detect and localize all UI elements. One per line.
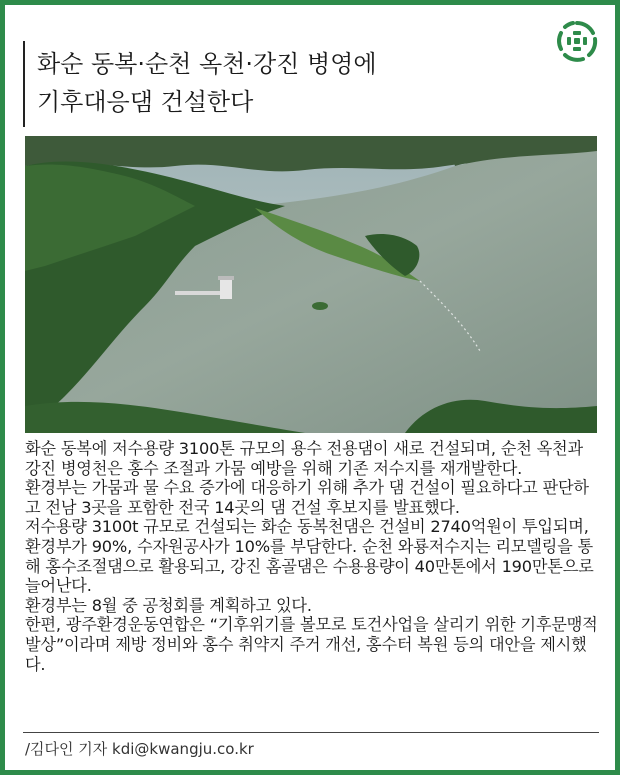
news-card: [5, 5, 615, 770]
reservoir-aerial-photo: [25, 136, 597, 433]
green-circular-emblem-icon: [553, 17, 601, 65]
article-paragraph: 환경부는 8월 중 공청회를 계획하고 있다.: [25, 595, 312, 615]
article-body: [25, 439, 601, 674]
headline: [37, 45, 377, 121]
headline-line-1: 화순 동복·순천 옥천·강진 병영에: [37, 50, 377, 78]
headline-line-2: 기후대응댐 건설한다: [37, 88, 254, 116]
byline-divider: [23, 732, 599, 733]
article-paragraph: 저수용량 3100t 규모로 건설되는 화순 동복천댐은 건설비 2740억원이 투입되며, 환경부가 90%, 수자원공사가 10%를 부담한다. 순천 와룡저수지는 리모델링을 통해 홍수조절댐으로 활용되고, 강진 홈골댐은 수용용량이 40만톤에서 190만톤으로 늘어난다.: [25, 517, 594, 596]
article-paragraph: 화순 동복에 저수용량 3100톤 규모의 용수 전용댐이 새로 건설되며, 순천 옥천과 강진 병영천은 홍수 조절과 가뭄 예방을 위해 기존 저수지를 재개발한다.: [25, 439, 583, 478]
reservoir-aerial-image: [25, 136, 597, 433]
headline-accent-bar: [23, 41, 25, 127]
article-paragraph: 한편, 광주환경운동연합은 “기후위기를 볼모로 토건사업을 살리기 위한 기후문맹적 발상”이라며 제방 정비와 홍수 취약지 주거 개선, 홍수터 복원 등의 대안을 제시했다.: [25, 615, 598, 674]
byline: /김다인 기자 kdi@kwangju.co.kr: [25, 740, 254, 758]
article-paragraph: 환경부는 가뭄과 물 수요 증가에 대응하기 위해 추가 댐 건설이 필요하다고 판단하고 전남 3곳을 포함한 전국 14곳의 댐 건설 후보지를 발표했다.: [25, 478, 589, 517]
